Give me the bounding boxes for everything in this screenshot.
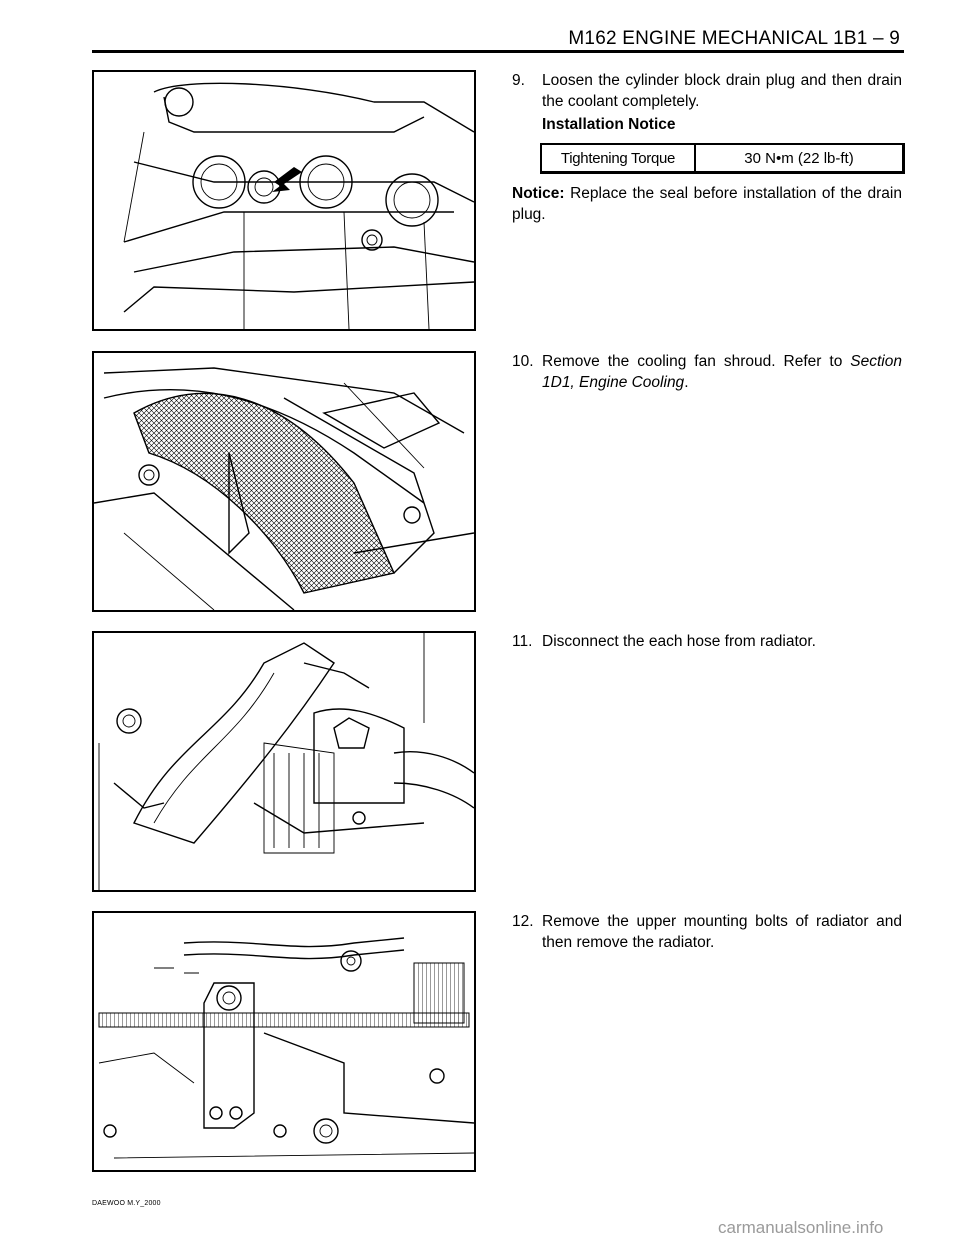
step-text: Remove the upper mounting bolts of radiator and then remove the radiator. (542, 913, 902, 951)
watermark: carmanualsonline.info (718, 1218, 884, 1237)
illustration-drain-plug (94, 72, 474, 329)
footer-text: DAEWOO M.Y_2000 (92, 1200, 161, 1207)
figure-drain-plug (92, 70, 476, 331)
section-reference: Section 1D1, Engine Cooling (542, 353, 902, 391)
step-number: 9. (512, 72, 525, 89)
figure-fan-shroud (92, 351, 476, 612)
step-text (542, 351, 902, 393)
step-12 (512, 911, 902, 953)
step-11 (512, 631, 902, 652)
notice-paragraph (512, 183, 902, 225)
torque-table (540, 143, 905, 174)
step-number: 11. (512, 633, 533, 650)
installation-notice-heading: Installation Notice (542, 116, 676, 133)
header-rule (92, 50, 904, 53)
illustration-radiator-mounting (94, 913, 474, 1170)
torque-label: Tightening Torque (542, 145, 696, 171)
step-text: Disconnect the each hose from radiator. (542, 633, 816, 650)
step-text-end: . (684, 374, 689, 391)
notice-text: Replace the seal before installation of the drain plug. (512, 185, 902, 223)
step-number: 12. (512, 913, 534, 930)
step-9 (512, 70, 902, 112)
step-number: 10. (512, 353, 534, 370)
figure-radiator-hoses (92, 631, 476, 892)
illustration-fan-shroud (94, 353, 474, 610)
step-10 (512, 351, 902, 393)
notice-label: Notice: (512, 185, 565, 202)
figure-radiator-mounting (92, 911, 476, 1172)
torque-value: 30 N•m (22 lb-ft) (744, 149, 854, 167)
page-header: M162 ENGINE MECHANICAL 1B1 – 9 (568, 28, 900, 49)
step-text: Loosen the cylinder block drain plug and then drain the coolant completely. (542, 72, 902, 110)
step-text-main: Remove the cooling fan shroud. Refer to (542, 353, 851, 370)
illustration-radiator-hoses (94, 633, 474, 890)
